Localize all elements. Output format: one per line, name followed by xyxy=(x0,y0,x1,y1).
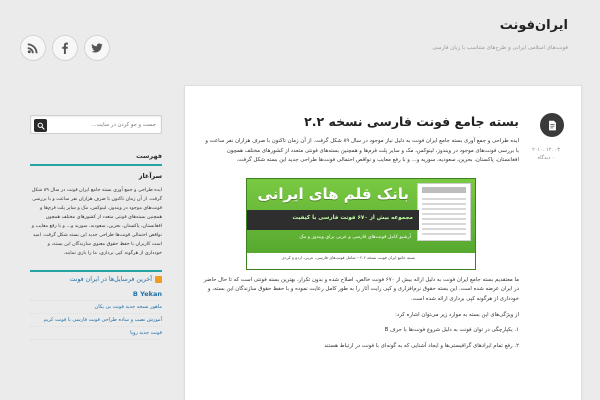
post-title[interactable]: بسته جامع فونت فارسی نسخه ۲.۲ xyxy=(304,114,519,129)
widget-title-menu: فهرست xyxy=(30,152,162,166)
widget-text: ایده طراحی و جمع آوری بسته جامع ایران فونت در سال ۸۹ شکل گرفت. از آن زمان تاکنون با صرف هزاران نفر ساعت و با بررسی فونت‌های موجود در ویندوز، لینوکس، مک و سایر پلت فرم‌ها و همچنین بسته‌های فونتی متعدد از کشورهای مختلف همچون افغانستان، پاکستان، بحرین، سعودیه، سوریه و... و با رفع معایب و نواقص احتمالی فونت‌ها طراحی جدید این بسته شکل گرفت. امید است کاربران با حفظ حقوق معنوی سازندگان این بسته، و خودداری از هرگونه کپی برداری، ما را یاری نمایند. xyxy=(31,188,162,256)
recent-posts-title[interactable] xyxy=(30,270,162,283)
search-box xyxy=(30,115,162,134)
banner-bottom-text: بسته جامع ایران فونت نسخه ۲.۲ – شامل فونت‌های فارسی، عربی، اردو و کردی xyxy=(247,253,475,269)
post-date: ۰۳ .۱۲ .۲۰۱۰ xyxy=(532,147,560,153)
recent-post-link[interactable]: B Yekan xyxy=(30,288,162,301)
post-feature-1: ۱. یکپارچگی در توان فونت به دلیل شروع فونت‌ها با حرف B xyxy=(384,327,519,334)
banner-subtitle: مجموعه بیش از ۶۷۰ فونت فارسی با کیفیت xyxy=(292,214,413,221)
post-feature-2: ۲. رفع تمام ایرادهای گرافیستی‌ها و ایجاد آشنایی که به گونه‌ای با فونت در ارتباط هستند xyxy=(324,342,519,349)
sidebar xyxy=(30,115,162,340)
banner-screenshot xyxy=(417,183,471,241)
recent-post-link[interactable]: فونت جدید رویا xyxy=(30,327,162,340)
post-body: ما معتقدیم بسته جامع ایران فونت به دلیل ارائه بیش از ۶۷۰ فونت خالص، اصلاح شده و بدون تکرار، بهترین بسته فونتی است که تا حال حاضر در ایران عرضه شده است. این بسته حقوق نرم‌افزاری و کپی رایت آثار را به طور کامل رعایت نموده و با حفظ حقوق سازندگان این بسته، و خودداری از هرگونه کپی برداری ارائه شده است. xyxy=(203,276,519,302)
post-card xyxy=(184,85,582,400)
site-header xyxy=(0,0,600,82)
rss-mini-icon xyxy=(155,276,162,283)
recent-posts-list xyxy=(30,288,162,340)
search-input[interactable] xyxy=(56,119,156,131)
recent-posts-label: آخرین فرسایل‌ها در ایران فونت xyxy=(69,276,152,283)
facebook-icon xyxy=(59,42,71,54)
facebook-button[interactable] xyxy=(52,35,78,61)
twitter-icon xyxy=(91,42,103,54)
banner-line2: آرشیو کامل فونت‌های فارسی و عربی برای ویندوز و مک xyxy=(299,234,411,240)
site-tagline: فونت‌های اسلامی ایرانی و طرح‌های متناسب با زبان فارسی xyxy=(432,45,568,51)
site-logo[interactable]: ایران‌فونت xyxy=(499,18,568,33)
twitter-button[interactable] xyxy=(84,35,110,61)
recent-post-link[interactable]: ماهور نسخه جدید فونت بی یکان xyxy=(30,301,162,314)
search-button[interactable] xyxy=(34,119,47,132)
social-links xyxy=(20,35,110,61)
post-features-intro: از ویژگی‌های این بسته به موارد زیر می‌توان اشاره کرد: xyxy=(395,311,519,318)
search-icon xyxy=(37,122,45,130)
banner-title: بانک قلم های ایرانی xyxy=(257,184,409,203)
post-comments-link[interactable]: ۰ دیدگاه xyxy=(537,155,555,161)
recent-post-link[interactable]: آموزش نصب و ساده طراحی فونت فارسی با فونت کریم xyxy=(30,314,162,327)
post-banner-image[interactable] xyxy=(246,178,476,270)
widget-subtitle: سرآغاز xyxy=(138,172,162,180)
rss-button[interactable] xyxy=(20,35,46,61)
post-intro: ایده طراحی و جمع آوری بسته جامع ایران فونت به دلیل نیاز موجود در سال ۸۹ شکل گرفت. از آن زمان تاکنون با صرف هزاران نفر ساعت و با بررسی فونت‌های موجود در ویندوز، لینوکس، مک و سایر پلت فرم‌ها و همچنین بسته‌های فونتی متعدد از کشورهای مختلف همچون افغانستان، پاکستان، بحرین، سعودیه، سوریه و... و با رفع معایب و نواقص احتمالی فونت‌ها طراحی جدید این بسته شکل گرفت. xyxy=(205,138,519,164)
rss-icon xyxy=(27,42,39,54)
